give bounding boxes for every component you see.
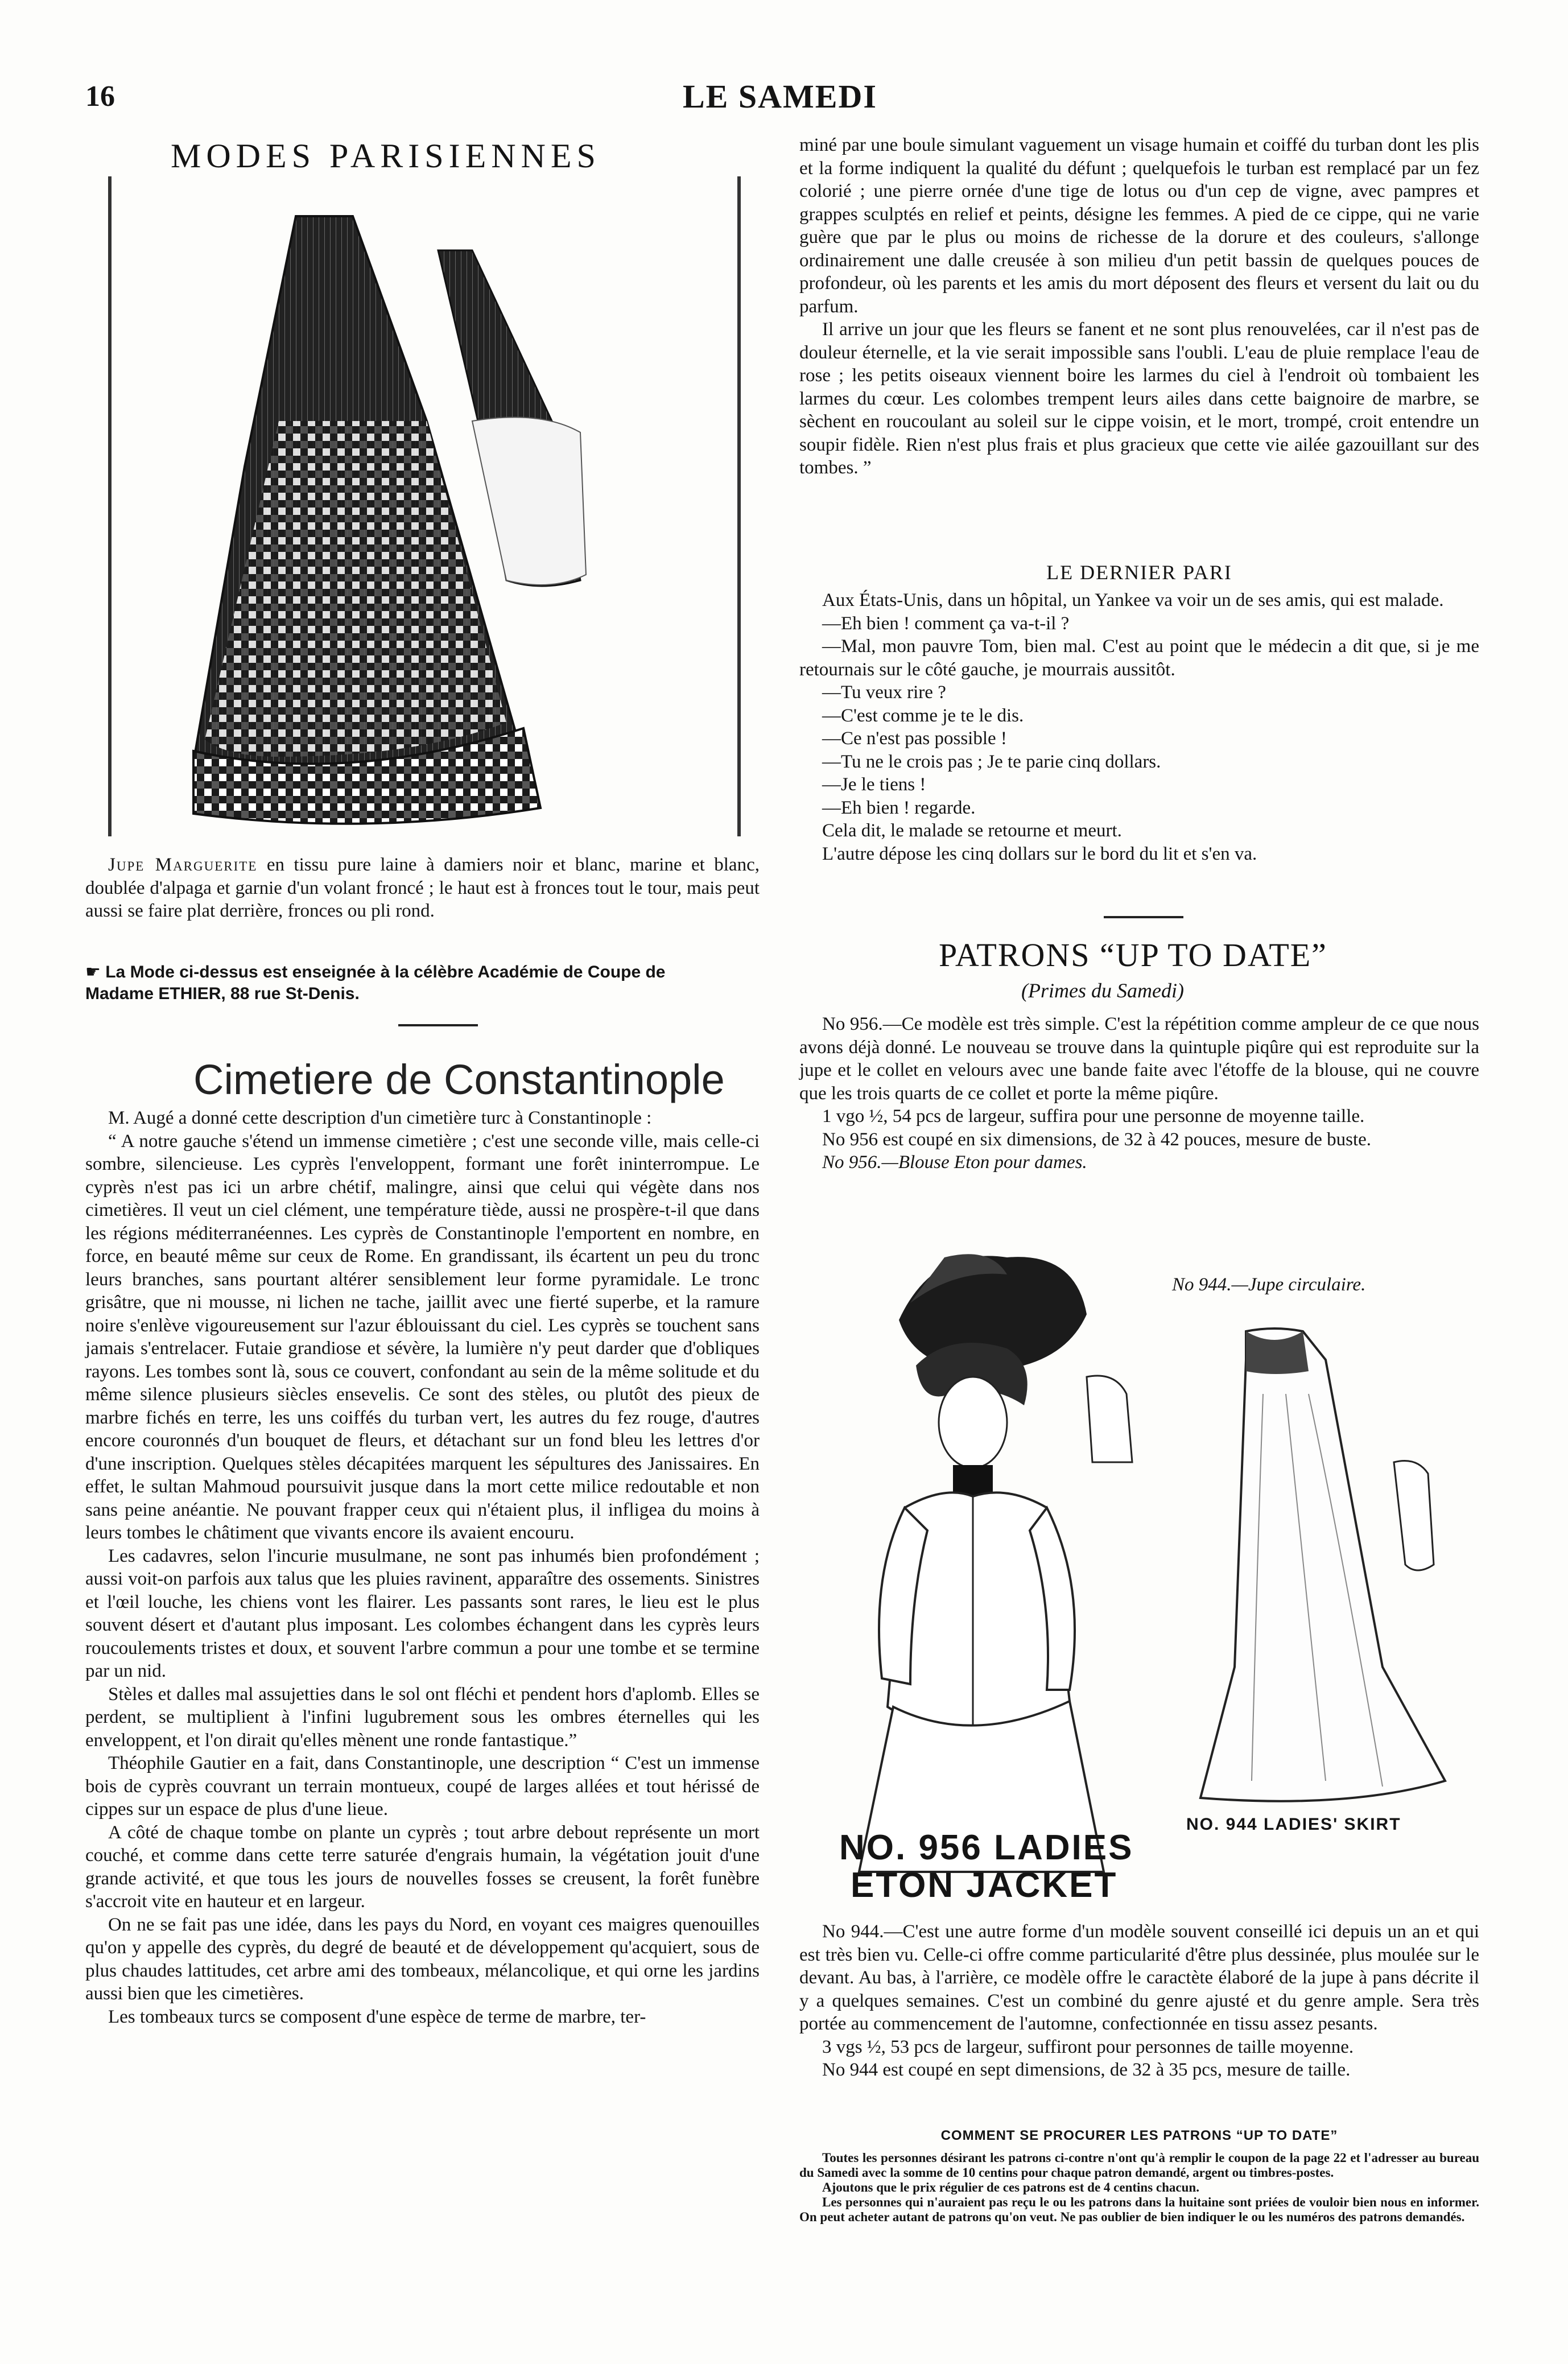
paragraph: miné par une boule simulant vaguement un visage humain et coiffé du turban dont les plis et la forme indiquent la qualité du défunt ; quelquefois le turban est remplacé par un fez colorié ; une pierre ornée d'une tige de lotus ou d'un cep de vigne, avec pampres et grappes sculptés en relief et peints, désigne les femmes. A pied de ce cippe, qui ne varie guère que par le plus ou moins de richesse de la dorure et des couleurs, s'allonge ordinairement une dalle creusée à son milieu d'un petit bassin de quelques pouces de profondeur, où les parents et les amis du mort déposent des fleurs et versent du lait ou du parfum. bbox=[799, 135, 1479, 317]
line: —Tu veux rire ? bbox=[822, 682, 946, 703]
line: —Ce n'est pas possible ! bbox=[822, 728, 1007, 749]
paragraph: No 944 est coupé en sept dimensions, de 32 à 35 pcs, mesure de taille. bbox=[822, 2060, 1351, 2080]
paragraph: No 944.—C'est une autre forme d'un modèle souvent conseillé ici depuis un an et qui est très bien vu. Celle-ci offre comme particularité d'être plus dessinée, plus moulée sur le devant. Au bas, à l'arrière, ce modèle offre le caractète élaboré de la jupe à pans décrite il y a quelques semaines. C'est un combiné du genre ajusté et du genre ample. Sera très portée au commencement de l'automne, confectionnée en tissu assez pesants. bbox=[799, 1921, 1479, 2034]
paragraph: M. Augé a donné cette description d'un cimetière turc à Constantinople : bbox=[108, 1108, 652, 1128]
line: —Eh bien ! regarde. bbox=[822, 797, 976, 818]
patron-944-text bbox=[799, 1920, 1479, 2082]
caption-body: en tissu pure laine à damiers noir et blanc, marine et blanc, doublée d'alpaga et garnie d'un volant froncé ; le haut est à fronces tout le tour, mais peut aussi se faire plat derrière, fronces ou pli rond. bbox=[85, 855, 760, 921]
caption-lead: Jupe Marguerite bbox=[108, 855, 258, 875]
line: —Je le tiens ! bbox=[822, 774, 926, 795]
paragraph: “ A notre gauche s'étend un immense cimetière ; c'est une seconde ville, mais celle-ci sombre, silencieuse. Les cyprès l'enveloppent, formant une forêt ininterrompue. Le cyprès n'est pas ici un arbre chétif, malingre, ainsi que celui qui végète dans nos cimetières. Il veut un ciel clément, une température tiède, aussi ne prospère-t-il que dans les régions méditerranéennes. Les cyprès de Constantinople l'emportent en nombre, en force, en beauté même sur ceux de Rome. En grandissant, ils écartent un peu du tronc leurs branches, sans pourtant altérer sensiblement leur forme pyramidale. Le tronc grisâtre, que ni mousse, ni lichen ne tache, jaillit avec une fierté superbe, et la ramure noire s'enlève vigoureusement sur l'azur éblouissant du ciel. Les cyprès se touchent sans jamais s'entrelacer. Futaie grandiose et sévère, la lumière n'y peut darder que d'obliques rayons. Les tombes sont là, sous ce couvert, confondant au sein de la même solitude et du même silence plusieurs siècles ensevelis. Ce sont des stèles, ou plutôt des pieux de marbre fichés en terre, les uns coiffés du turban vert, les autres du fez rouge, d'autres encore couronnés d'un bouquet de fleurs, et détachant sur un fond bleu les lettres d'or d'une inscription. Quelques stèles décapitées marquent les sépultures des Janissaires. En effet, le sultan Mahmoud poursuivit jusque dans la mort cette milice redoutable et non sans peine anéantie. Ne pouvant frapper ceux qui n'étaient plus, il infligea du moins à leurs tombes le châtiment que vivants encore ils avaient encouru. bbox=[85, 1131, 760, 1543]
patrons-subtitle: (Primes du Samedi) bbox=[1021, 979, 1184, 1002]
comment-notice bbox=[799, 2151, 1479, 2225]
page-number: 16 bbox=[85, 80, 115, 113]
paragraph: On ne se fait pas une idée, dans les pays du Nord, en voyant ces maigres quenouilles qu'on y appelle des cyprès, du degré de beauté et de développement qu'acquiert, sous de plus chaudes lattitudes, cet arbre ami des tombeaux, mélancolique, et qui orne les jardins aussi bien que les cimetières. bbox=[85, 1914, 760, 2004]
modes-parisiennes-title: MODES PARISIENNES bbox=[171, 137, 601, 175]
line: —Tu ne le crois pas ; Je te parie cinq dollars. bbox=[822, 751, 1161, 772]
divider bbox=[398, 1024, 478, 1026]
dernier-pari-title: LE DERNIER PARI bbox=[1046, 561, 1232, 584]
notice-line: Les personnes qui n'auraient pas reçu le ou les patrons dans la huitaine sont priées de vouloir bien nous en informer. On peut acheter autant de patrons qu'on veut. Ne pas oublier de bien indiquer le ou les numéros des patrons demandés. bbox=[799, 2195, 1479, 2224]
paragraph: Il arrive un jour que les fleurs se fanent et ne sont plus renouvelées, car il n'est pas de douleur éternelle, et la vie serait impossible sans l'oubli. L'eau de pluie remplace l'eau de rose ; les petits oiseaux viennent boire les larmes du ciel à l'endroit où tombaient les larmes du cœur. Les colombes trempent leurs ailes dans cette baignoire de marbre, se sèchent en roucoulant au soleil sur le cippe voisin, et le mort, trompé, croit entendre un soupir fidèle. Rien n'est plus frais et plus gracieux que cette vie ailée gazouillant sur des tombes. ” bbox=[799, 319, 1479, 478]
masthead: LE SAMEDI bbox=[683, 78, 877, 115]
circular-skirt-illustration bbox=[1178, 1326, 1474, 1809]
paragraph: No 956 est coupé en six dimensions, de 32 à 42 pouces, mesure de buste. bbox=[822, 1129, 1372, 1150]
paragraph: A côté de chaque tombe on plante un cyprès ; tout arbre debout représente un mort couché, et comme dans cette terre saturée d'engrais humain, la végétation jouit d'une grande activité, et que tous les jours de nouvelles fosses se creusent, la forêt funèbre s'accroit vite en hauteur et en largeur. bbox=[85, 1822, 760, 1912]
paragraph: Théophile Gautier en a fait, dans Constantinople, une description “ C'est un immense bois de cyprès couvrant un terrain montueux, coupé de larges allées et tout hérissé de cippes sur un espace de plus d'une lieue. bbox=[85, 1753, 760, 1820]
cimetiere-article bbox=[85, 1107, 760, 2028]
academie-line-2: Madame ETHIER, 88 rue St-Denis. bbox=[85, 984, 360, 1003]
notice-line: Toutes les personnes désirant les patrons ci-contre n'ont qu'à remplir le coupon de la page 22 et l'adresser au bureau du Samedi avec la somme de 10 centins pour chaque patron demandé, argent ou timbres-postes. bbox=[799, 2151, 1479, 2180]
label-956-line-1: NO. 956 LADIES bbox=[839, 1828, 1134, 1867]
paragraph: 3 vgs ½, 53 pcs de largeur, suffiront pour personnes de taille moyenne. bbox=[822, 2036, 1354, 2057]
cimetiere-title: Cimetiere de Constantinople bbox=[193, 1056, 725, 1103]
line: —Mal, mon pauvre Tom, bien mal. C'est au point que le médecin a dit que, si je me retournais sur le côté gauche, je mourrais aussitôt. bbox=[799, 636, 1479, 680]
academie-line-1: La Mode ci-dessus est enseignée à la célèbre Académie de Coupe de bbox=[105, 963, 666, 981]
label-944: NO. 944 LADIES' SKIRT bbox=[1186, 1815, 1401, 1834]
patron-956-text bbox=[799, 1013, 1479, 1174]
paragraph: Les cadavres, selon l'incurie musulmane, ne sont pas inhumés bien profondément ; aussi voit-on parfois aux talus que les pluies ravinent, apparaître des ossements. Sinistres et l'œil louche, les chiens vont les flairer. Les passants sont rares, le lieu est le plus souvent désert et d'autant plus imposant. Les colombes échangent dans les cyprès leurs roucoulements tristes et doux, et souvent l'arbre commun a pour une tombe et se termine par un nid. bbox=[85, 1545, 760, 1681]
paragraph: 1 vgo ½, 54 pcs de largeur, suffira pour une personne de moyenne taille. bbox=[822, 1106, 1365, 1127]
line: L'autre dépose les cinq dollars sur le bord du lit et s'en va. bbox=[822, 843, 1257, 864]
notice-line: Ajoutons que le prix régulier de ces patrons est de 4 centins chacun. bbox=[822, 2180, 1199, 2194]
comment-title: COMMENT SE PROCURER LES PATRONS “UP TO DATE” bbox=[940, 2128, 1338, 2143]
fig-944-caption: No 944.—Jupe circulaire. bbox=[1172, 1274, 1366, 1295]
label-956 bbox=[839, 1829, 1133, 1904]
divider bbox=[1104, 916, 1183, 918]
line: Cela dit, le malade se retourne et meurt. bbox=[822, 820, 1122, 841]
dernier-pari-story bbox=[799, 589, 1479, 865]
fig-956-caption: No 956.—Blouse Eton pour dames. bbox=[822, 1152, 1087, 1173]
line: —C'est comme je te le dis. bbox=[822, 705, 1024, 726]
patrons-title: PATRONS “UP TO DATE” bbox=[939, 936, 1327, 973]
line: —Eh bien ! comment ça va-t-il ? bbox=[822, 613, 1070, 634]
marguerite-skirt-illustration bbox=[108, 182, 734, 836]
cimetiere-continuation bbox=[799, 134, 1479, 480]
paragraph: Les tombeaux turcs se composent d'une espèce de terme de marbre, ter- bbox=[108, 2006, 646, 2027]
pointing-hand-icon: ☛ bbox=[85, 963, 106, 981]
eton-jacket-illustration bbox=[819, 1235, 1172, 1878]
line: Aux États-Unis, dans un hôpital, un Yankee va voir un de ses amis, qui est malade. bbox=[822, 590, 1444, 610]
paragraph: Stèles et dalles mal assujetties dans le sol ont fléchi et pendent hors d'aplomb. Elles se perdent, se multiplient à l'infini lugubrement sous les ombres éternelles qui les enveloppent, et l'on dirait qu'elles mènent une ronde fantastique.” bbox=[85, 1684, 760, 1751]
academie-notice bbox=[85, 962, 760, 1005]
marguerite-caption bbox=[85, 853, 760, 923]
paragraph: No 956.—Ce modèle est très simple. C'est la répétition comme ampleur de ce que nous avons déjà donné. Le nouveau se trouve dans la quintuple piqûre qui est reproduite sur la jupe et le collet en velours avec une bande faite avec l'étoffe de la blouse, qui ne couvre que les trois quarts de ce collet et porte la même piqûre. bbox=[799, 1014, 1479, 1104]
label-956-line-2: ETON JACKET bbox=[851, 1866, 1118, 1905]
